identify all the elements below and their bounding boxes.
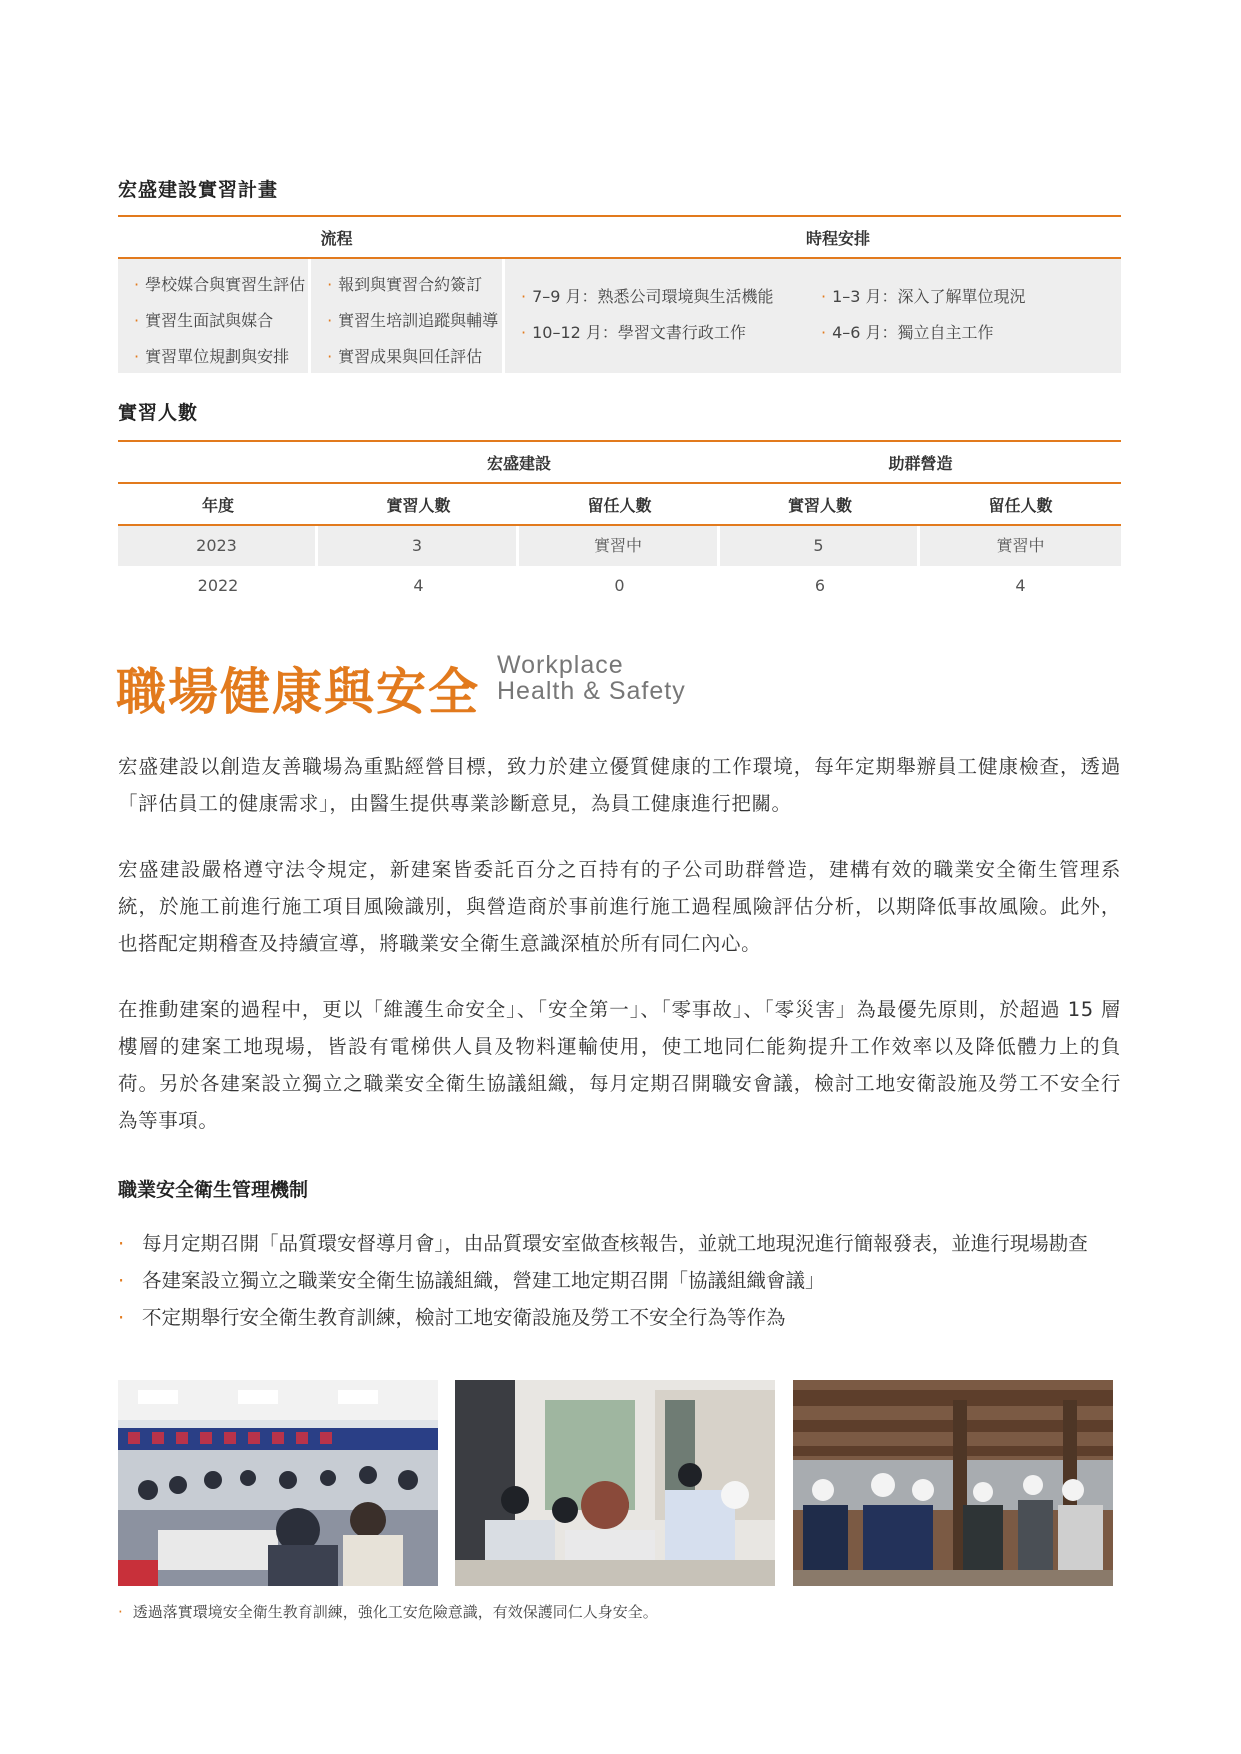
- header-year: 年度: [201, 495, 234, 515]
- header-retain-2: 留任人數: [988, 495, 1053, 515]
- list-item: · 各建案設立獨立之職業安全衛生協議組織，營建工地定期召開「協議組織會議」: [118, 1269, 825, 1292]
- list-item: · 實習單位規劃與安排: [134, 347, 290, 366]
- paragraph-2: 宏盛建設嚴格遵守法令規定，新建案皆委託百分之百持有的子公司助群營造，建構有效的職業安全衛生管理系統，於施工前進行施工項目風險識別，與營造商於事前進行施工過程風險評估分析，以期降低事故風險。此外，也搭配定期稽查及持續宣導，將職業安全衛生意識深植於所有同仁內心。: [118, 858, 1121, 955]
- list-item: · 報到與實習合約簽訂: [327, 275, 483, 294]
- column-header-row: [118, 484, 1121, 526]
- list-item: · 實習成果與回任評估: [327, 347, 483, 366]
- program-table-body: [118, 259, 1121, 373]
- company-2: 助群營造: [888, 453, 953, 473]
- title-en-line-2: Health & Safety: [497, 677, 686, 705]
- count-title: 實習人數: [118, 402, 199, 424]
- section-title-en: [497, 652, 686, 704]
- cell: 5: [720, 526, 920, 566]
- training-seminar-photo: [455, 1380, 775, 1586]
- table-row: [118, 526, 1121, 566]
- list-item: · 4–6 月：獨立自主工作: [821, 323, 994, 342]
- process-col-1: [118, 259, 311, 373]
- list-item: · 10–12 月：學習文書行政工作: [521, 323, 746, 342]
- training-classroom-photo: [118, 1380, 438, 1586]
- header-schedule: 時程安排: [805, 228, 870, 248]
- program-table-header: [118, 215, 1121, 259]
- photo-caption: · 透過落實環境安全衛生教育訓練，強化工安危險意識，有效保護同仁人身安全。: [118, 1603, 658, 1621]
- mechanism-title: 職業安全衛生管理機制: [118, 1179, 309, 1201]
- cell: 實習中: [519, 526, 720, 566]
- list-item: · 實習生培訓追蹤與輔導: [327, 311, 499, 330]
- program-table: [118, 215, 1121, 373]
- schedule-sub-1: [521, 279, 821, 373]
- cell-year: 2023: [118, 526, 318, 566]
- cell: 6: [814, 576, 826, 595]
- mechanism-list: [118, 1225, 1121, 1336]
- company-1: 宏盛建設: [486, 453, 551, 473]
- list-item: · 學校媒合與實習生評估: [134, 275, 306, 294]
- header-process: 流程: [320, 228, 353, 248]
- process-col-2: [311, 259, 505, 373]
- cell: 3: [318, 526, 519, 566]
- schedule-col: [505, 259, 1121, 373]
- section-title-zh: 職場健康與安全: [116, 663, 480, 721]
- header-retain-1: 留任人數: [587, 495, 652, 515]
- list-item: · 1–3 月：深入了解單位現況: [821, 287, 1026, 306]
- title-en-line-1: Workplace: [497, 651, 624, 679]
- cell-year: 2022: [197, 576, 239, 595]
- paragraph-1: 宏盛建設以創造友善職場為重點經營目標，致力於建立優質健康的工作環境，每年定期舉辦員工健康檢查，透過「評估員工的健康需求」，由醫生提供專業診斷意見，為員工健康進行把關。: [118, 755, 1121, 815]
- cell: 實習中: [920, 526, 1121, 566]
- bullet-dot: ·: [118, 1603, 123, 1621]
- header-intern-1: 實習人數: [386, 495, 451, 515]
- site-inspection-photo: [793, 1380, 1113, 1586]
- cell: 4: [413, 576, 424, 595]
- list-item: · 7–9 月：熟悉公司環境與生活機能: [521, 287, 774, 306]
- table-row: [118, 566, 1121, 606]
- company-header-row: [118, 440, 1121, 484]
- list-item: · 實習生面試與媒合: [134, 311, 274, 330]
- schedule-sub-2: [821, 279, 1121, 373]
- paragraph-3: 在推動建案的過程中，更以「維護生命安全」、「安全第一」、「零事故」、「零災害」為最優先原則，於超過 15 層樓層的建案工地現場，皆設有電梯供人員及物料運輸使用，使工地同仁能夠提升工作效率以及降低體力上的負荷。另於各建案設立獨立之職業安全衛生協議組織，每月定期召開職安會議，檢討工地安衛設施及勞工不安全行為等事項。: [118, 998, 1121, 1132]
- cell: 0: [614, 576, 625, 595]
- list-item: · 每月定期召開「品質環安督導月會」，由品質環安室做查核報告，並就工地現況進行簡報發表，並進行現場勘查: [118, 1232, 1088, 1255]
- header-intern-2: 實習人數: [787, 495, 852, 515]
- list-item: · 不定期舉行安全衛生教育訓練，檢討工地安衛設施及勞工不安全行為等作為: [118, 1306, 786, 1329]
- count-table: [118, 440, 1121, 606]
- cell: 4: [1015, 576, 1026, 595]
- program-title: 宏盛建設實習計畫: [118, 179, 279, 201]
